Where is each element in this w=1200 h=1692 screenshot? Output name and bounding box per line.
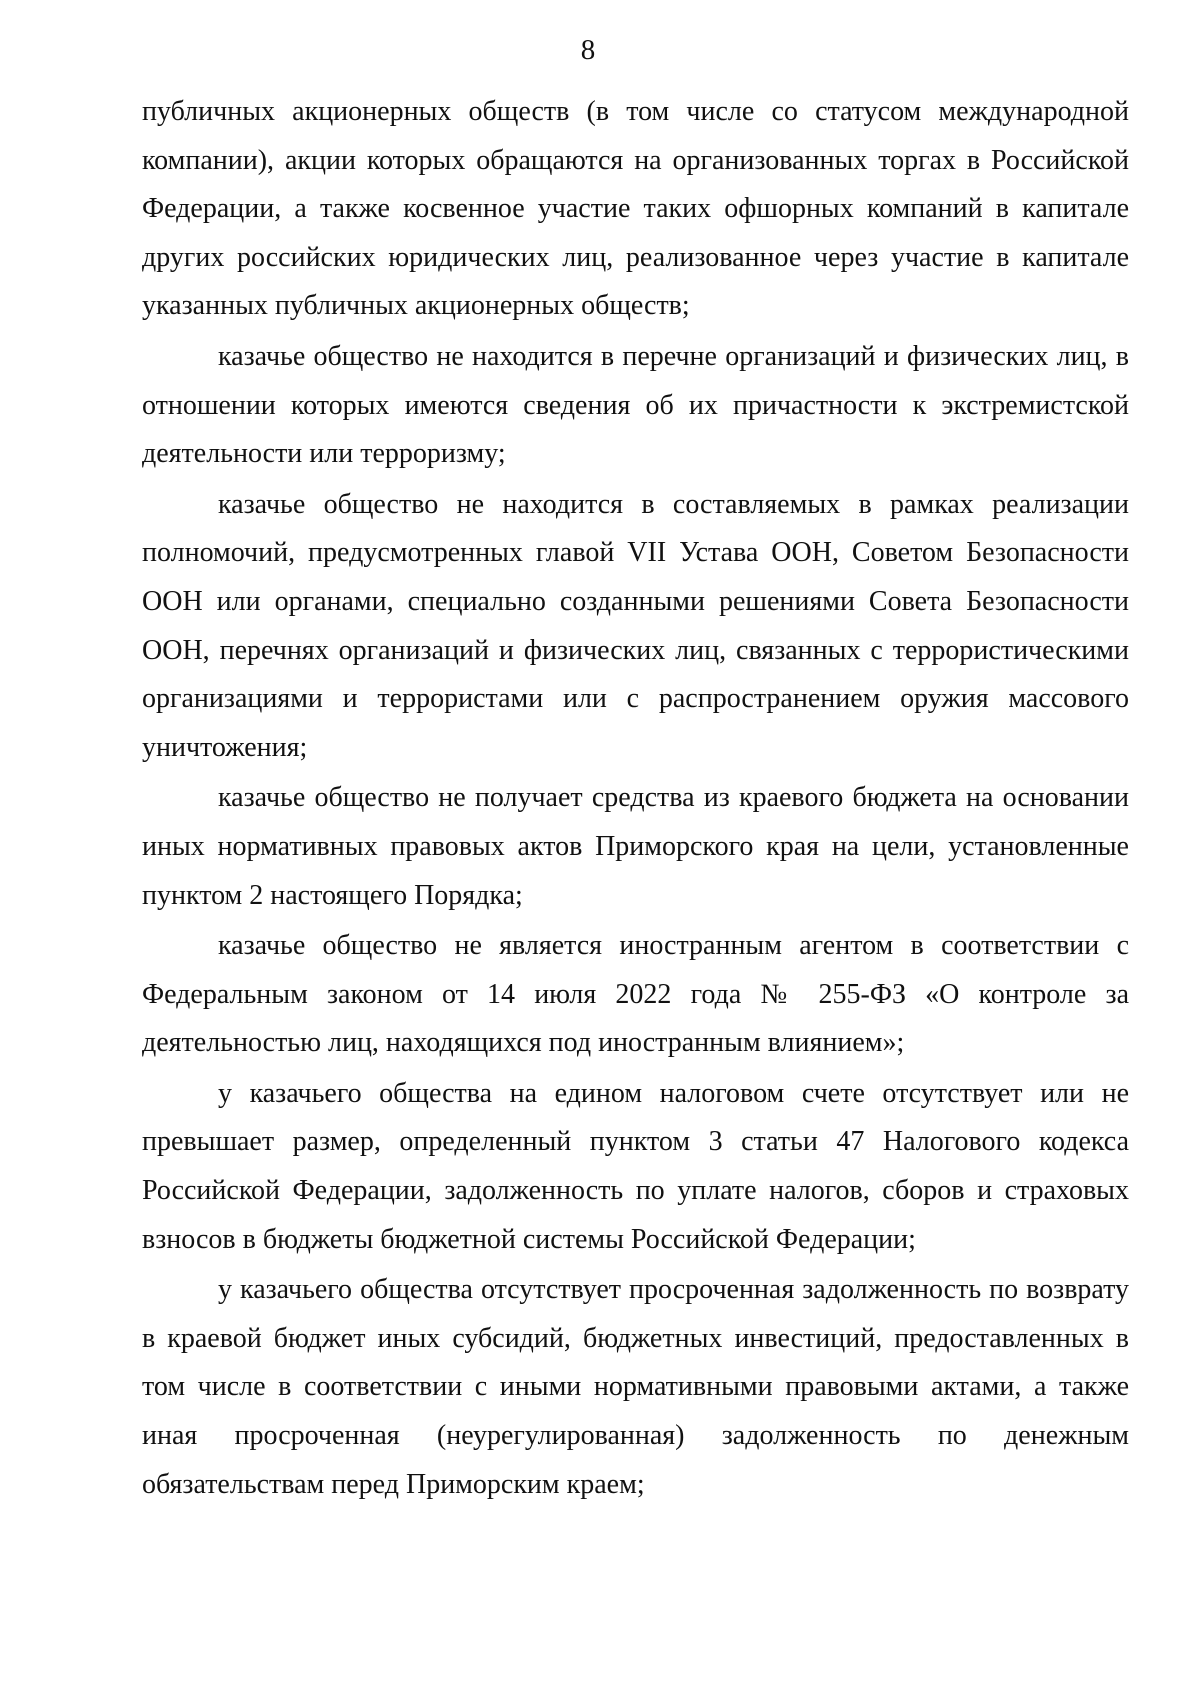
paragraph-continuation: публичных акционерных обществ (в том числе со статусом международной компании), акции которых обращаются на организованных торгах в Российской Федерации, а также косвенное участие таких офшорных компаний в капитале других российских юридических лиц, реализованное через участие в капитале указанных публичных акционерных обществ; (142, 96, 1129, 322)
paragraph-overdue-debt: у казачьего общества отсутствует просроченная задолженность по возврату в краевой бюджет иных субсидий, бюджетных инвестиций, предоставленных в том числе в соответствии с иными нормативными правовыми актами, а также иная просроченная (неурегулированная) задолженность по денежным обязательствам перед Приморским краем; (142, 1274, 1129, 1500)
document-body (142, 88, 1129, 1509)
paragraph-regional-budget-funds: казачье общество не получает средства из краевого бюджета на основании иных нормативных правовых актов Приморского края на цели, установленные пунктом 2 настоящего Порядка; (142, 782, 1129, 911)
paragraph-un-sanctions-list: казачье общество не находится в составляемых в рамках реализации полномочий, предусмотренных главой VII Устава ООН, Советом Безопасности ООН или органами, специально созданными решениями Совета Безопасности ООН, перечнях организаций и физических лиц, связанных с террористическими организациями и террористами или с распространением оружия массового уничтожения; (142, 488, 1129, 763)
paragraph-foreign-agent: казачье общество не является иностранным агентом в соответствии с Федеральным законом от 14 июля 2022 года № 255-ФЗ «О контроле за деятельностью лиц, находящихся под иностранным влиянием»; (142, 930, 1129, 1059)
paragraph-extremism-list: казачье общество не находится в перечне организаций и физических лиц, в отношении которых имеются сведения об их причастности к экстремистской деятельности или терроризму; (142, 340, 1129, 470)
page-number: 8 (580, 34, 596, 66)
paragraph-tax-debt: у казачьего общества на едином налоговом счете отсутствует или не превышает размер, определенный пунктом 3 статьи 47 Налогового кодекса Российской Федерации, задолженность по уплате налогов, сборов и страховых взносов в бюджеты бюджетной системы Российской Федерации; (142, 1077, 1129, 1255)
